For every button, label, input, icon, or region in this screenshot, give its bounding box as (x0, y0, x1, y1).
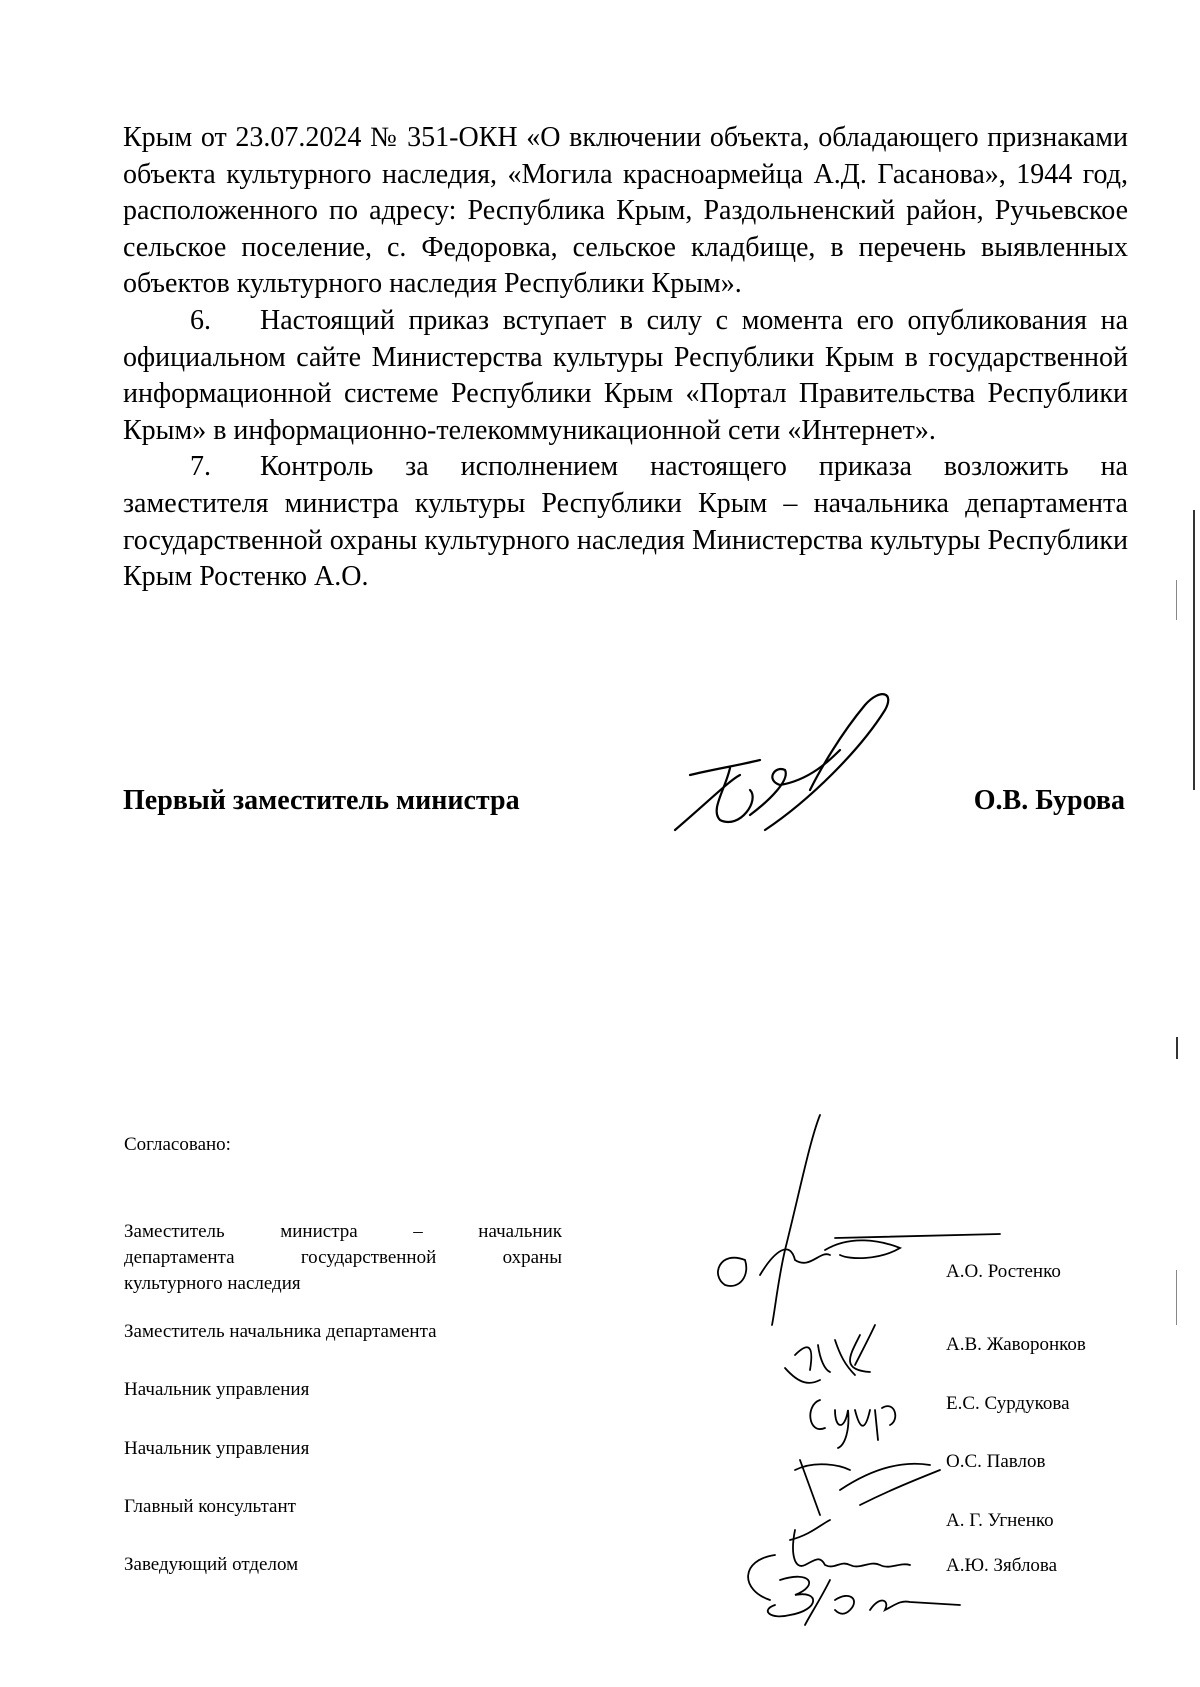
paragraph-item-6 (123, 303, 1128, 449)
approval-name-1: А.О. Ростенко (946, 1261, 1061, 1282)
approval-name-3: Е.С. Сурдукова (946, 1393, 1070, 1414)
approval-position-1-line3: культурного наследия (124, 1273, 301, 1294)
paragraph-item-7 (123, 449, 1128, 595)
approval-position-2: Заместитель начальника департамента (124, 1321, 437, 1342)
approval-signatures (700, 1110, 1010, 1630)
agreed-label: Согласовано: (124, 1134, 231, 1155)
approval-name-5: А. Г. Угненко (946, 1510, 1054, 1531)
signatory-name: О.В. Бурова (973, 785, 1125, 816)
approval-name-6: А.Ю. Зяблова (946, 1555, 1058, 1576)
signatory-position: Первый заместитель министра (123, 785, 520, 816)
approval-name-4: О.С. Павлов (946, 1451, 1046, 1472)
item-number: 7. (190, 451, 211, 483)
approval-position-6: Заведующий отделом (124, 1554, 299, 1575)
handwritten-signature (670, 680, 930, 850)
item-text: Настоящий приказ вступает в силу с момента его опубликования на официальном сайте Министерства культуры Республики Крым в государственной информационной системе Республики Крым «Портал Правительства Республики Крым» в информационно-телекоммуникационной сети «Интернет». (123, 304, 1128, 446)
item-number: 6. (190, 304, 211, 336)
document-body (123, 120, 1128, 596)
approval-position-3: Начальник управления (124, 1379, 310, 1400)
item-text: Контроль за исполнением настоящего приказа возложить на заместителя министра культуры Республики Крым – начальника департамента государственной охраны культурного наследия Министерства культуры Республики Крым Ростенко А.О. (123, 451, 1128, 593)
approval-position-5: Главный консультант (124, 1496, 296, 1517)
approval-position-4: Начальник управления (124, 1438, 310, 1459)
approval-position-1-line2: департамента государственной охраны (124, 1247, 562, 1268)
approval-name-2: А.В. Жаворонков (946, 1334, 1086, 1355)
paragraph-continuation: Крым от 23.07.2024 № 351-ОКН «О включении объекта, обладающего признаками объекта культурного наследия, «Могила красноармейца А.Д. Гасанова», 1944 год, расположенного по адресу: Республика Крым, Раздольненский район, Ручьевское сельское поселение, с. Федоровка, сельское кладбище, в перечень выявленных объектов культурного наследия Республики Крым». (123, 122, 1128, 300)
approval-position-1-line1: Заместитель министра – начальник (124, 1221, 562, 1242)
